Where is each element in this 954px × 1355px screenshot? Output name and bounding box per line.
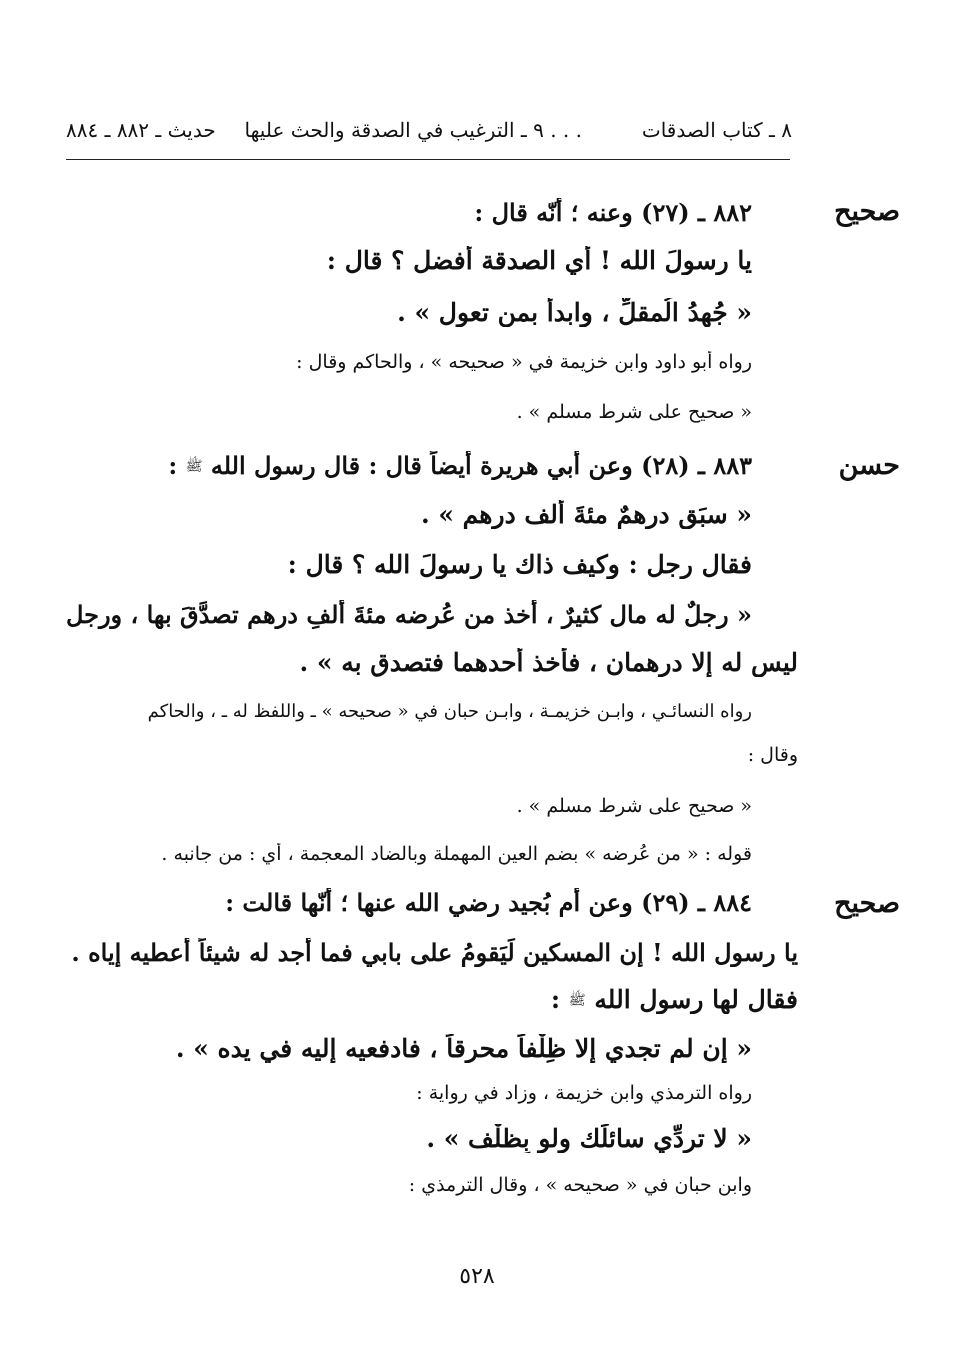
hadith-884-source-2: وابن حبان في « صحيحه » ، وقال الترمذي : (408, 1174, 752, 1196)
hadith-884-text-2-line (551, 985, 798, 1014)
hadith-883-source-1: رواه النسائـي ، وابـن خزيمـة ، وابـن حبان في « صحيحه » ـ واللفظ له ـ ، والحاكم (147, 701, 752, 722)
hadith-883-text-3: « رجلٌ له مال كثيرٌ ، أخذ من عُرضه مئةَ ألفِ درهم تصدَّقَ بها ، ورجل (66, 600, 752, 629)
hadith-883-intro-line (168, 451, 752, 480)
hadith-882-source-1: رواه أبو داود وابن خزيمة في « صحيحه » ، والحاكم وقال : (296, 351, 752, 373)
hadith-883-text-4: ليس له إلا درهمان ، فأخذ أحدهما فتصدق به » . (299, 648, 798, 677)
hadith-884-colon: : (550, 985, 561, 1014)
hadith-882-text-1: يا رسولَ الله ! أي الصدقة أفضل ؟ قال : (326, 246, 752, 275)
pbuh-symbol: ﷺ (568, 992, 586, 1009)
pbuh-symbol: ﷺ (185, 458, 203, 475)
hadith-884-text-2: فقال لها رسول الله (594, 985, 798, 1014)
header-rule (66, 159, 790, 160)
hadith-883-intro: ٨٨٣ ـ (٢٨) وعن أبي هريرة أيضاً قال : قال رسول الله (210, 451, 752, 480)
grade-label-884: صحيح (834, 888, 900, 919)
hadith-882-intro: ٨٨٢ ـ (٢٧) وعنه ؛ أنّه قال : (474, 198, 752, 227)
running-header-section: ٩ ـ الترغيب في الصدقة والحث عليها . . . (244, 118, 582, 142)
running-header-hadith-range: حديث ـ ٨٨٢ ـ ٨٨٤ (66, 118, 216, 142)
hadith-883-text-2: فقال رجل : وكيف ذاك يا رسولَ الله ؟ قال : (287, 550, 752, 579)
hadith-884-text-3: « إن لم تجدي إلا ظِلْفاً محرقاً ، فادفعيه إليه في يده » . (175, 1034, 752, 1063)
grade-label-882: صحيح (834, 196, 900, 227)
hadith-883-colon: : (168, 451, 178, 480)
hadith-882-source-2: « صحيح على شرط مسلم » . (516, 401, 752, 423)
hadith-884-intro: ٨٨٤ ـ (٢٩) وعن أم بُجيد رضي الله عنها ؛ أنّها قالت : (225, 888, 752, 917)
hadith-883-source-2: وقال : (747, 744, 798, 766)
running-header-chapter: ٨ ـ كتاب الصدقات (641, 118, 792, 142)
grade-label-883: حسن (838, 450, 900, 481)
hadith-883-text-1: « سبَق درهمٌ مئةَ ألف درهم » . (420, 500, 752, 529)
hadith-883-source-3: « صحيح على شرط مسلم » . (516, 795, 752, 817)
hadith-884-text-4: « لا تردِّي سائلَك ولو بِظلْف » . (426, 1124, 752, 1153)
page-number: ٥٢٨ (459, 1264, 495, 1289)
hadith-884-text-1: يا رسول الله ! إن المسكين لَيَقومُ على بابي فما أجد له شيئاً أعطيه إياه . (71, 938, 798, 967)
hadith-882-text-2: « جُهدُ الُمقلِّ ، وابدأ بمن تعول » . (397, 298, 752, 327)
hadith-884-source-1: رواه الترمذي وابن خزيمة ، وزاد في رواية : (416, 1082, 752, 1104)
hadith-883-note: قوله : « من عُرضه » بضم العين المهملة وبالضاد المعجمة ، أي : من جانبه . (161, 843, 752, 865)
